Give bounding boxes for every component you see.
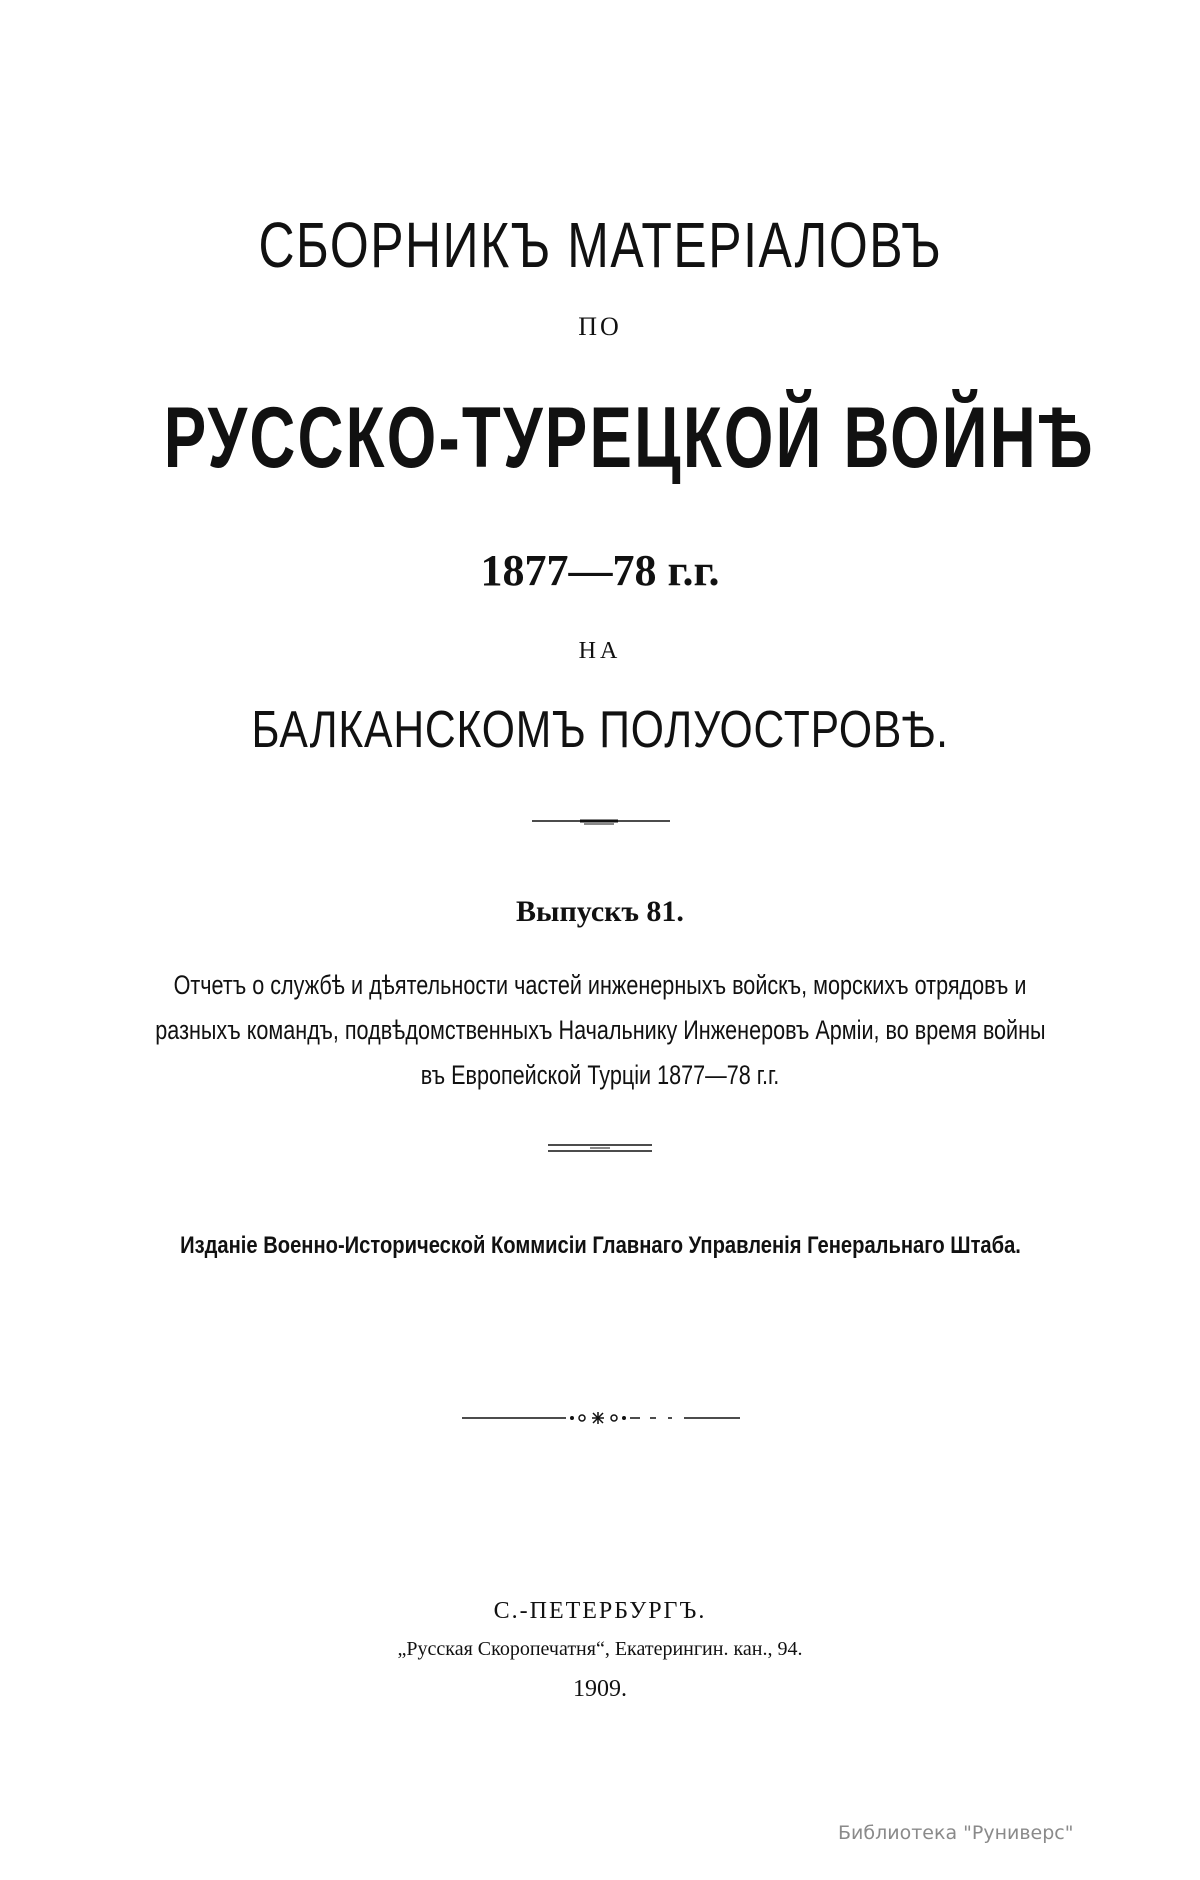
title-line-1-text: СБОРНИКЪ МАТЕРІАЛОВЪ: [258, 209, 942, 281]
title-preposition-na: НА: [578, 638, 622, 664]
title-line-3-text: БАЛКАНСКОМЪ ПОЛУОСТРОВѢ.: [251, 701, 949, 759]
imprint-year: 1909.: [573, 1676, 627, 1702]
title-line-3: [0, 700, 1200, 760]
title-preposition-po: ПО: [578, 312, 622, 341]
imprint-city: С.-ПЕТЕРБУРГЪ.: [493, 1598, 707, 1624]
description-line-2: [0, 1015, 1200, 1046]
publisher-line: [0, 1232, 1200, 1260]
divider-star-ornament: [0, 1410, 1200, 1426]
title-years: 1877—78 г.г.: [480, 546, 720, 595]
description-line-3: [0, 1060, 1200, 1091]
description-line-3-text: въ Европейской Турціи 1877—78 г.г.: [420, 1060, 780, 1090]
divider-double-rule: [0, 1142, 1200, 1156]
imprint-printer: „Русская Скоропечатня“, Екатерингин. кан., 94.: [397, 1638, 803, 1660]
issue-number: Выпускъ 81.: [516, 895, 684, 928]
title-line-1: [0, 208, 1200, 283]
library-watermark: Библиотека "Руниверс": [838, 1822, 1074, 1844]
title-line-2-text: РУССКО-ТУРЕЦКОЙ ВОЙНѢ: [163, 390, 1096, 486]
description-line-1: [0, 970, 1200, 1001]
title-line-2: [0, 388, 1200, 488]
description-line-2-text: разныхъ командъ, подвѣдомственныхъ Начальнику Инженеровъ Арміи, во время войны: [154, 1015, 1046, 1045]
description-line-1-text: Отчетъ о службѣ и дѣятельности частей инженерныхъ войскъ, морскихъ отрядовъ и: [173, 970, 1027, 1000]
divider-rule-1: [0, 818, 1200, 826]
publisher-text: Изданіе Военно-Исторической Коммисіи Главнаго Управленія Генеральнаго Штаба.: [179, 1232, 1021, 1259]
